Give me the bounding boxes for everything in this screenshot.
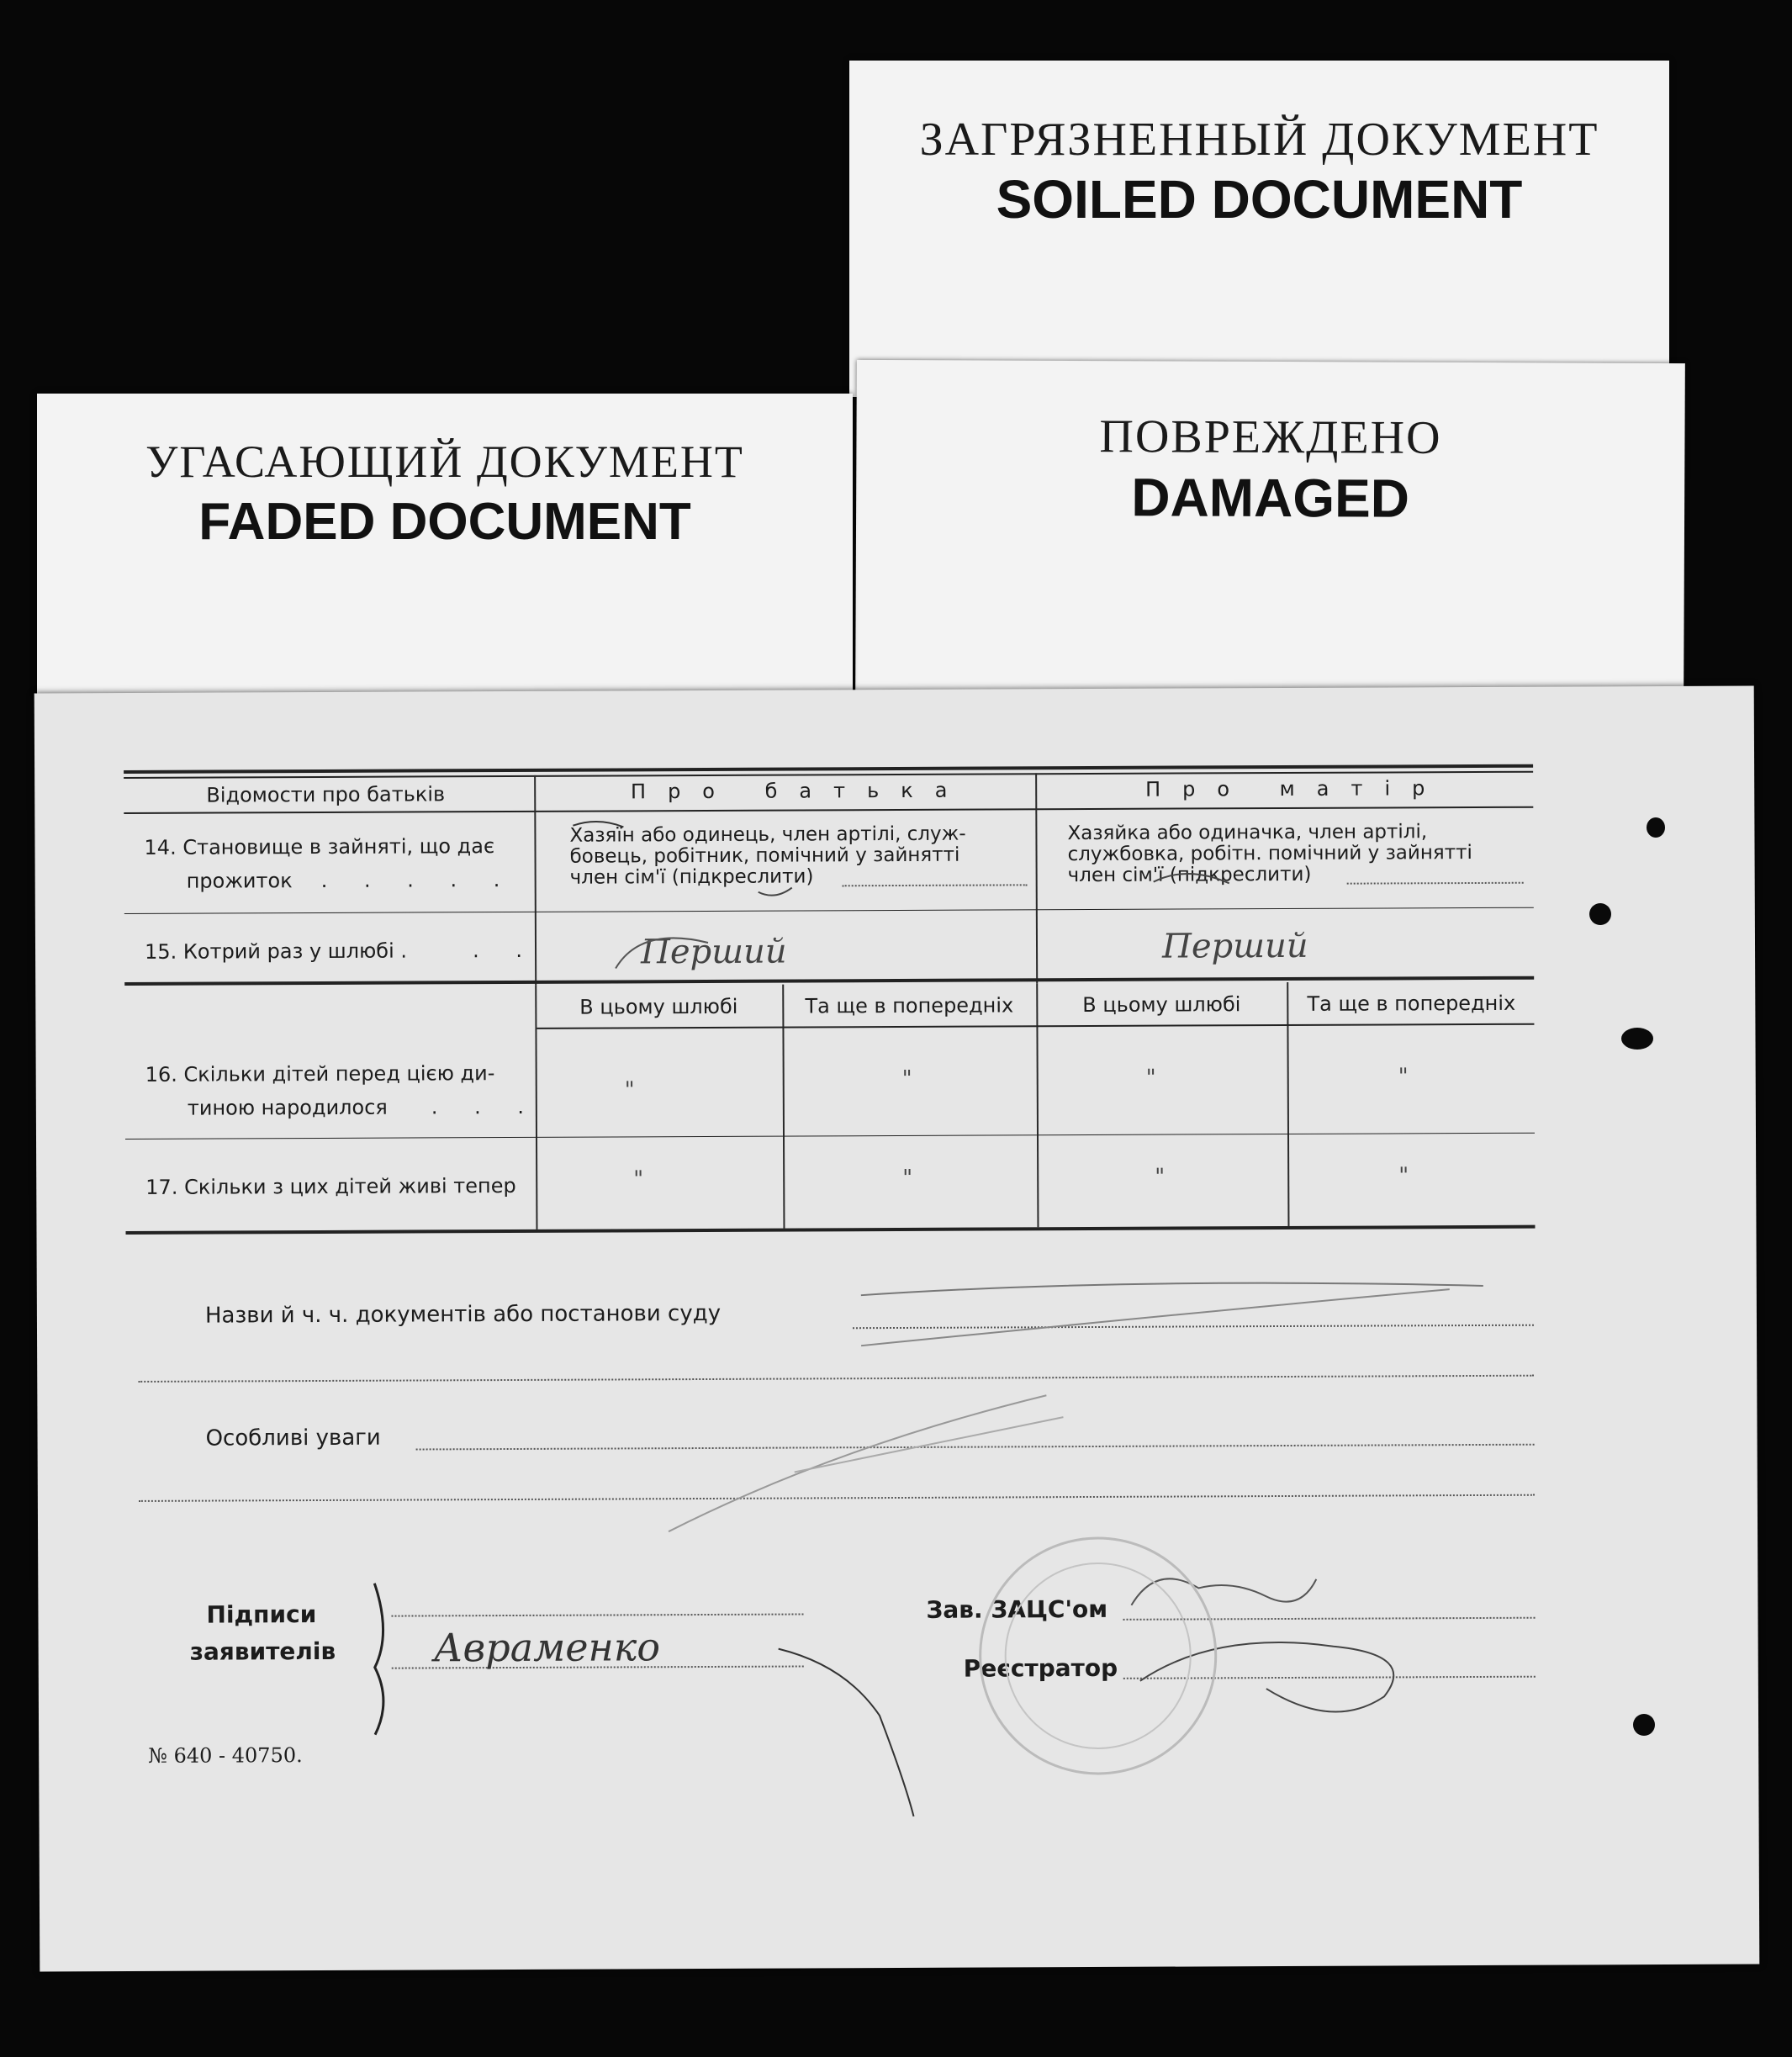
soiled-card-russian: ЗАГРЯЗНЕННЫЙ ДОКУМЕНТ [919, 114, 1599, 166]
subheader-mother-this: В цьому шлюбі [1082, 992, 1241, 1018]
soiled-document-card [849, 61, 1669, 397]
head-zags-label: Зав. ЗАЦС'ом [926, 1594, 1108, 1624]
damaged-card-english: DAMAGED [1131, 467, 1410, 529]
row14-label-line2: прожиток [186, 869, 293, 893]
header-about-father: Про батька [630, 778, 970, 804]
signatures-label-line2: заявителів [189, 1637, 336, 1666]
row16-value-mother-prev: " [1398, 1064, 1409, 1090]
row14-father-line2: бовець, робітник, помічний у зайнятті [569, 843, 960, 868]
row14-label-line1: 14. Становище в зайняті, що дає [144, 834, 495, 859]
subheader-mother-prev: Та ще в попередніх [1307, 991, 1516, 1016]
soiled-card-english: SOILED DOCUMENT [996, 169, 1523, 230]
subheader-father-prev: Та ще в попередніх [805, 993, 1014, 1018]
row17-label: 17. Скільки з цих дітей живі тепер [145, 1173, 516, 1199]
row16-value-mother-this: " [1145, 1065, 1156, 1091]
row16-label-dots: . . . [431, 1094, 540, 1119]
punch-hole-4 [1633, 1714, 1655, 1736]
faded-card-russian: УГАСАЮЩИЙ ДОКУМЕНТ [145, 436, 744, 487]
registration-form-sheet [34, 686, 1760, 1972]
punch-hole-1 [1647, 817, 1665, 838]
registrar-label: Реєстратор [963, 1653, 1118, 1683]
punch-hole-3 [1621, 1028, 1653, 1050]
row14-mother-line1: Хазяйка або одиначка, член артілі, [1067, 821, 1428, 845]
handwriting-strokes [34, 686, 1760, 1972]
documents-label: Назви й ч. ч. документів або постанови суду [204, 1300, 722, 1329]
faded-card-english: FADED DOCUMENT [198, 493, 691, 551]
row15-father-value: Перший [640, 932, 787, 972]
row14-mother-line3: член сім'ї (підкреслити) [1067, 863, 1312, 887]
row14-father-line3: член сім'ї (підкреслити) [569, 865, 814, 889]
row17-value-father-prev: " [902, 1165, 913, 1191]
row15-label: 15. Котрий раз у шлюбі . [144, 939, 408, 964]
row14-father-line1: Хазяїн або одинець, член артілі, служ- [569, 822, 966, 847]
row16-label-line2: тиною народилося [187, 1095, 388, 1120]
row16-value-father-this: " [624, 1077, 635, 1103]
faded-document-card [37, 394, 853, 696]
row16-value-father-prev: " [901, 1066, 912, 1092]
signatures-label-line1: Підписи [206, 1600, 317, 1629]
row17-value-mother-this: " [1155, 1164, 1166, 1190]
subheader-father-this: В цьому шлюбі [579, 994, 738, 1019]
row16-label-line1: 16. Скільки дітей перед цією ди- [145, 1061, 495, 1087]
row14-label-dots: . . . . . [320, 867, 515, 892]
notes-label: Особливі уваги [205, 1425, 381, 1452]
punch-hole-2 [1589, 903, 1611, 925]
row14-mother-line2: службовка, робітн. помічний у зайнятті [1067, 842, 1472, 866]
row17-value-father-this: " [633, 1166, 644, 1192]
header-about-mother: Про матір [1144, 776, 1447, 801]
damaged-card [855, 360, 1685, 700]
row17-value-mother-prev: " [1398, 1163, 1409, 1189]
form-number: № 640 - 40750. [148, 1743, 303, 1768]
header-parents-info: Відомости про батьків [206, 782, 446, 807]
applicant-signature: Авраменко [433, 1624, 661, 1671]
row15-mother-value: Перший [1161, 926, 1308, 966]
damaged-card-russian: ПОВРЕЖДЕНО [1099, 410, 1442, 464]
row15-label-dots: . . [472, 938, 537, 963]
